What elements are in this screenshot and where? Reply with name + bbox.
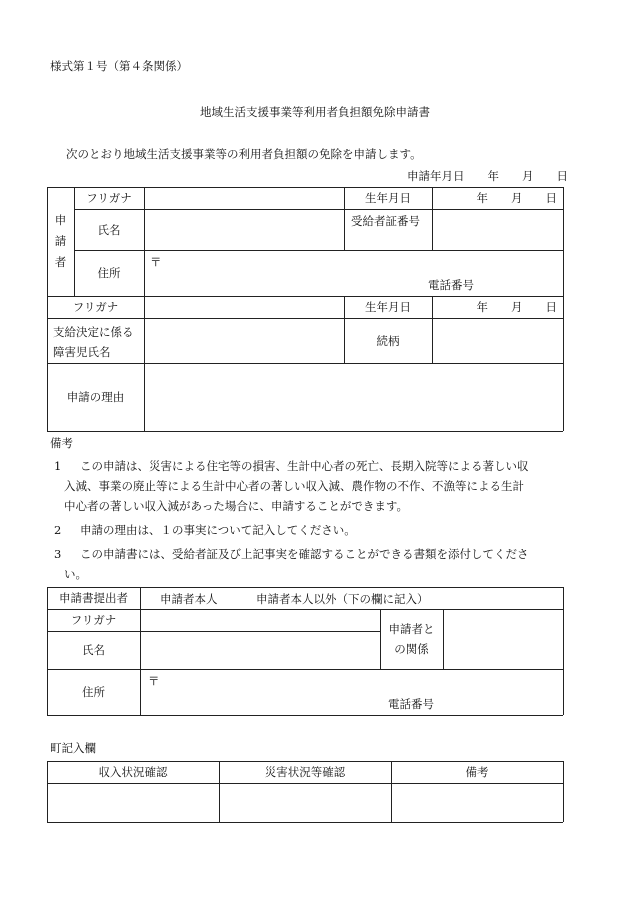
applicant-group-label: 申 請 者: [54, 213, 67, 269]
child-birth-field[interactable]: 年 月 日: [476, 300, 557, 314]
note-item-2: 2 申請の理由は、１の事実について記入してください。: [54, 523, 356, 537]
submitter-option-self[interactable]: 申請者本人: [160, 592, 218, 606]
submitter-postal-mark: 〒: [148, 674, 160, 688]
submitter-furigana-field[interactable]: [141, 610, 379, 631]
applicant-birth-field[interactable]: 年 月 日: [476, 191, 557, 205]
submitter-relation-field[interactable]: [444, 610, 562, 669]
intro-text: 次のとおり地域生活支援事業等の利用者負担額の免除を申請します。: [66, 147, 422, 161]
town-col-income: 収入状況確認: [98, 765, 168, 779]
application-date-line: 申請年月日 年 月 日: [407, 169, 568, 183]
note-item-3: 3 この申請書には、受給者証及び上記事実を確認することができる書類を添付してくださ い。: [54, 547, 529, 581]
notes-heading: 備考: [50, 436, 73, 450]
applicant-name-label: 氏名: [97, 222, 121, 237]
submitter-name-label: 氏名: [82, 643, 105, 657]
submitter-relation-label: 申請者と の関係: [388, 622, 435, 656]
applicant-furigana-label: フリガナ: [86, 191, 132, 205]
submitter-furigana-label: フリガナ: [70, 613, 117, 627]
applicant-address-field[interactable]: [145, 251, 562, 296]
submitter-option-other[interactable]: 申請者本人以外（下の欄に記入）: [256, 592, 429, 606]
applicant-phone-label: 電話番号: [428, 278, 474, 292]
submitter-phone-label: 電話番号: [388, 697, 434, 711]
page-title: 地域生活支援事業等利用者負担額免除申請書: [200, 105, 430, 119]
applicant-name-field[interactable]: [145, 210, 343, 250]
note-item-1: 1 この申請は、災害による住宅等の損害、生計中心者の死亡、長期入院等による著しい収 入減、事業の廃止等による生計中心者の著しい収入減、農作物の不作、不漁等による生計 中心者の著しい収入減があった場合に、申請することができます。: [54, 459, 529, 513]
town-remarks-field[interactable]: [392, 784, 562, 822]
child-relation-field[interactable]: [433, 319, 562, 363]
child-furigana-field[interactable]: [145, 297, 343, 318]
town-income-field[interactable]: [48, 784, 218, 822]
applicant-furigana-field[interactable]: [145, 188, 343, 209]
child-name-label: 支給決定に係る 障害児氏名: [53, 325, 134, 359]
town-disaster-field[interactable]: [220, 784, 390, 822]
submitter-label: 申請書提出者: [59, 591, 128, 605]
submitter-name-field[interactable]: [141, 632, 379, 669]
submitter-address-field[interactable]: [141, 670, 562, 715]
reason-field[interactable]: [145, 364, 562, 431]
town-col-remarks: 備考: [465, 765, 489, 779]
reason-label: 申請の理由: [66, 390, 125, 404]
child-furigana-label: フリガナ: [72, 300, 119, 314]
child-birth-label: 生年月日: [365, 300, 411, 314]
town-heading: 町記入欄: [50, 741, 96, 755]
child-relation-label: 続柄: [376, 333, 400, 348]
applicant-birth-label: 生年月日: [365, 191, 411, 205]
child-name-field[interactable]: [145, 319, 343, 363]
applicant-postal-mark: 〒: [150, 255, 162, 269]
applicant-address-label: 住所: [97, 266, 121, 280]
recipient-number-field[interactable]: [433, 210, 562, 250]
recipient-number-label: 受給者証番号: [351, 214, 420, 228]
form-number: 様式第１号（第４条関係）: [50, 59, 188, 73]
submitter-address-label: 住所: [82, 685, 105, 699]
town-col-disaster: 災害状況等確認: [264, 765, 346, 779]
